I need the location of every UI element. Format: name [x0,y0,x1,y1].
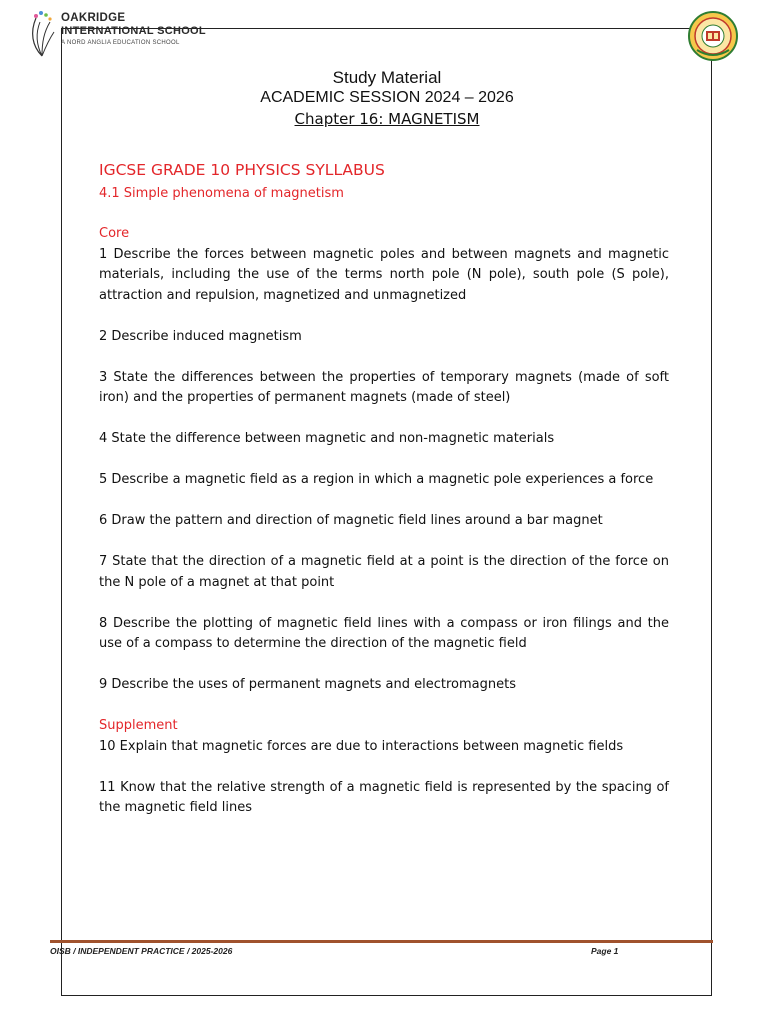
supplement-item: 11 Know that the relative strength of a magnetic field is represented by the spacing of the magnetic field lines [99,779,669,815]
core-item: 5 Describe a magnetic field as a region in which a magnetic pole experiences a force [99,472,654,487]
school-tagline: A NORD ANGLIA EDUCATION SCHOOL [61,39,180,46]
school-name-line2: INTERNATIONAL SCHOOL [61,24,206,37]
leaf-logo-icon [28,10,58,58]
school-seal [687,10,739,62]
school-logo [28,10,208,58]
core-item: 2 Describe induced magnetism [99,328,302,344]
core-item: 4 State the difference between magnetic and non-magnetic materials [99,431,555,446]
school-name-line1: OAKRIDGE [61,12,126,24]
core-label: Core [99,226,130,241]
topic-heading: 4.1 Simple phenomena of magnetism [99,185,344,201]
core-item: 9 Describe the uses of permanent magnets and electromagnets [99,677,516,692]
footer-rule [50,940,713,943]
page-border-bottom [61,995,712,996]
footer-left-text: OISB / INDEPENDENT PRACTICE / 2025-2026 [50,946,233,956]
page-border-right [711,28,712,996]
academic-session: ACADEMIC SESSION 2024 – 2026 [260,89,514,106]
core-item: 8 Describe the plotting of magnetic field lines with a compass or iron filings and the use of a compass to determine the direction of the magnetic field [99,615,669,651]
syllabus-content [99,160,669,839]
core-item: 6 Draw the pattern and direction of magnetic field lines around a bar magnet [99,513,603,528]
chapter-title: Chapter 16: MAGNETISM [294,110,480,128]
seal-emblem-icon [687,10,739,62]
syllabus-heading: IGCSE GRADE 10 PHYSICS SYLLABUS [99,161,385,179]
page-number: Page 1 [591,946,619,956]
core-item: 1 Describe the forces between magnetic poles and between magnets and magnetic materials, including the use of the terms north pole (N pole), south pole (S pole), attraction and repulsion, magnetized and unmagnetized [99,246,669,303]
supplement-label: Supplement [99,718,178,733]
doc-title: Study Material [332,68,442,87]
core-item: 3 State the differences between the properties of temporary magnets (made of soft iron) and the properties of permanent magnets (made of steel) [99,369,669,405]
page-border-left [61,28,62,996]
core-item: 7 State that the direction of a magnetic field at a point is the direction of the force on the N pole of a magnet at that point [99,554,669,590]
supplement-item: 10 Explain that magnetic forces are due to interactions between magnetic fields [99,738,624,754]
document-title-block [62,68,712,128]
